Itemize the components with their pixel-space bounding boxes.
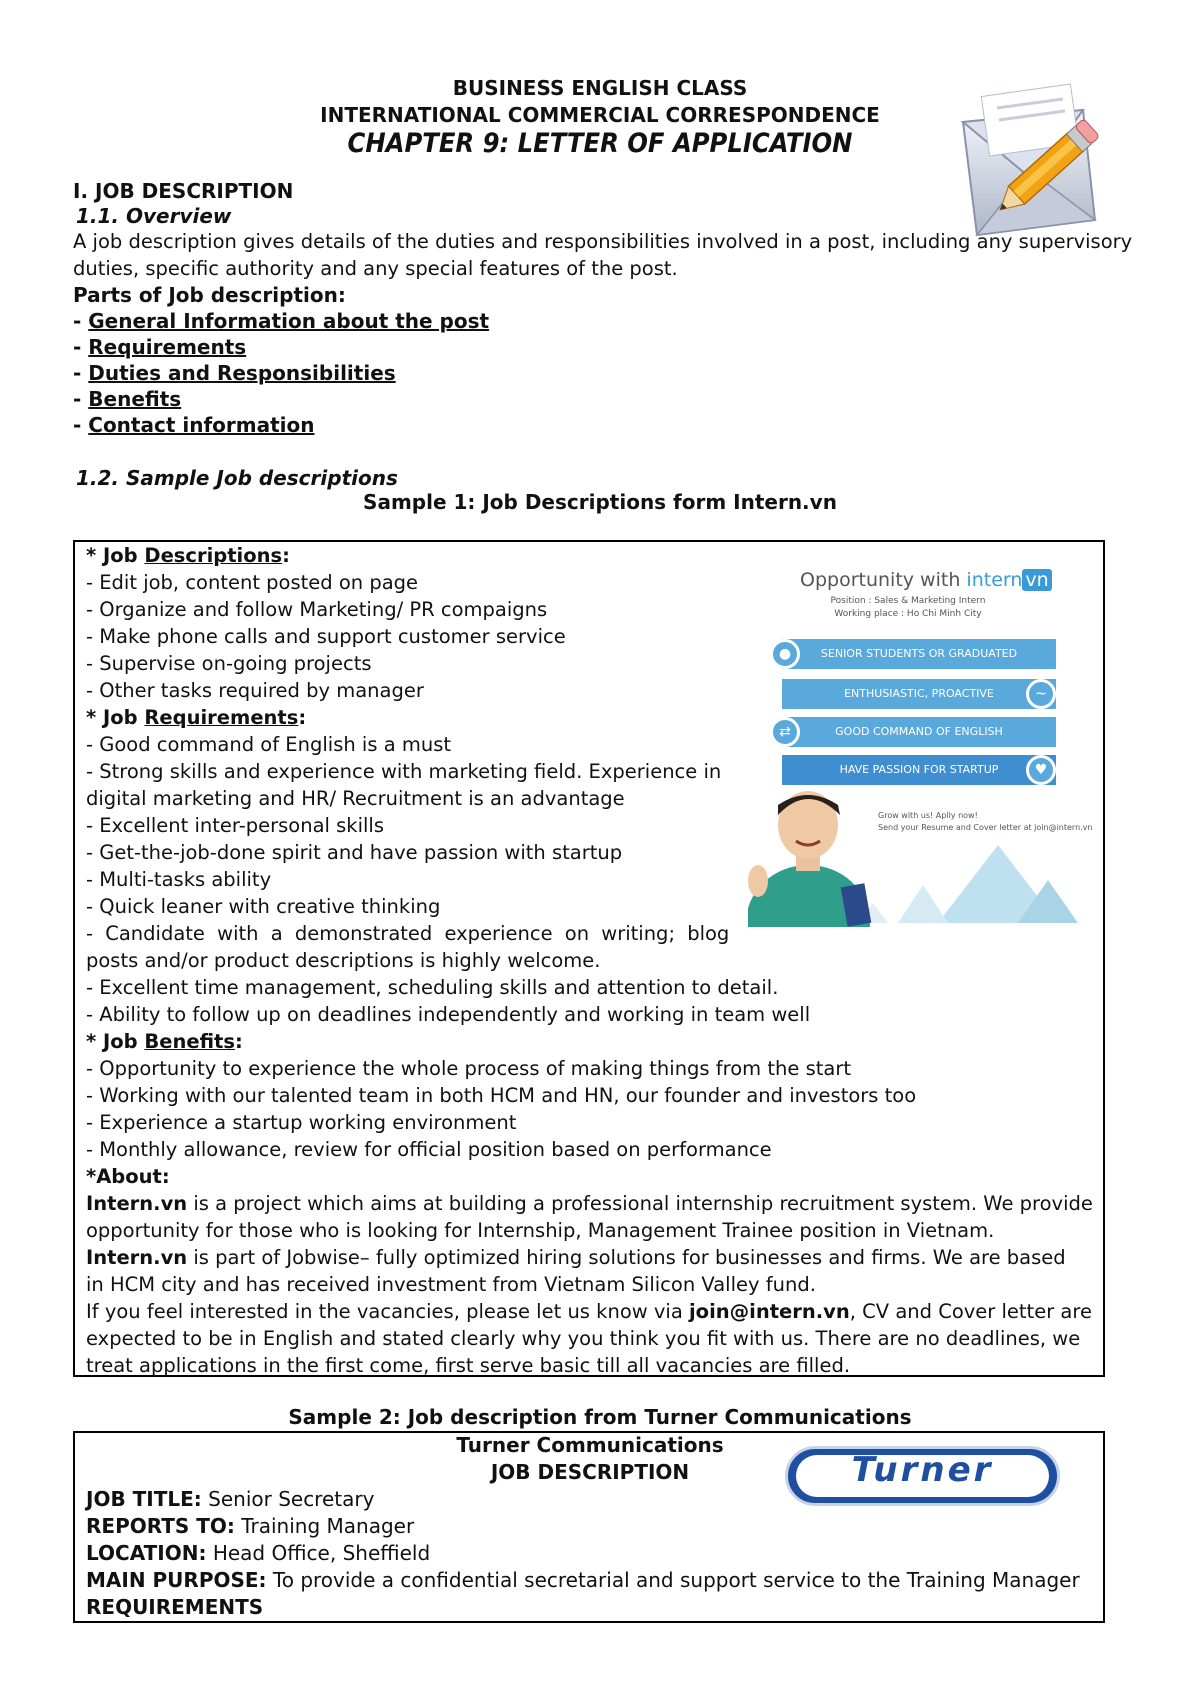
student-illustration (748, 785, 1098, 927)
envelope-pencil-icon (955, 70, 1105, 240)
field-row: REPORTS TO: Training Manager (86, 1514, 415, 1538)
sample1-caption: Sample 1: Job Descriptions form Intern.vn (363, 490, 837, 514)
descriptions-label: * Job Descriptions: (86, 544, 290, 567)
list-item: - Organize and follow Marketing/ PR compaigns (86, 598, 548, 621)
about-text: treat applications in the first come, first serve basic till all vacancies are filled. (86, 1354, 851, 1377)
about-text: expected to be in English and stated clearly why you think you fit with us. There are no deadlines, we (86, 1327, 1081, 1350)
part-list-item: - Contact information (73, 413, 315, 437)
list-item: - Working with our talented team in both HCM and HN, our founder and investors too (86, 1084, 917, 1107)
list-item: digital marketing and HR/ Recruitment is an advantage (86, 787, 625, 810)
part-list-item: - General Information about the post (73, 309, 490, 333)
list-item: - Good command of English is a must (86, 733, 451, 756)
parts-heading: Parts of Job description: (73, 283, 346, 307)
course-subtitle: INTERNATIONAL COMMERCIAL CORRESPONDENCE (320, 103, 880, 127)
company-name: Turner Communications (456, 1433, 724, 1457)
overview-heading: 1.1. Overview (76, 204, 232, 228)
ad-title: Opportunity with intern vn (800, 569, 1052, 591)
part-list-item: - Requirements (73, 335, 247, 359)
part-list-item: - Benefits (73, 387, 182, 411)
ad-subtitle: Position : Sales & Marketing Intern Working place : Ho Chi Minh City (830, 596, 986, 619)
field-row: MAIN PURPOSE: To provide a confidential secretarial and support service to the Training Manager (86, 1568, 1080, 1592)
list-item: posts and/or product descriptions is highly welcome. (86, 949, 601, 972)
part-link: General Information about the post (88, 309, 490, 333)
chapter-title: CHAPTER 9: LETTER OF APPLICATION (347, 128, 853, 159)
pulse-icon: ~ (1026, 679, 1056, 709)
about-label: *About: (86, 1165, 170, 1188)
requirements-heading: REQUIREMENTS (86, 1595, 264, 1619)
requirements-label: * Job Requirements: (86, 706, 307, 729)
list-item: - Get-the-job-done spirit and have passion with startup (86, 841, 623, 864)
list-item: - Excellent inter-personal skills (86, 814, 385, 837)
list-item: - Other tasks required by manager (86, 679, 424, 702)
part-link: Requirements (88, 335, 247, 359)
list-item: - Excellent time management, scheduling skills and attention to detail. (86, 976, 779, 999)
field-row: LOCATION: Head Office, Sheffield (86, 1541, 431, 1565)
turner-logo: Turner (785, 1446, 1060, 1506)
list-item: - Make phone calls and support customer service (86, 625, 566, 648)
ad-pill: GOOD COMMAND OF ENGLISH (782, 717, 1056, 747)
list-item: - Monthly allowance, review for official position based on performance (86, 1138, 772, 1161)
part-link: Contact information (88, 413, 315, 437)
overview-text: A job description gives details of the duties and responsibilities involved in a post, including any supervisory (73, 230, 1133, 253)
person-icon: ● (770, 639, 800, 669)
about-text: If you feel interested in the vacancies, please let us know via join@intern.vn, CV and Cover letter are (86, 1300, 1092, 1323)
list-item: - Candidate with a demonstrated experience on writing; blog (86, 922, 730, 945)
about-text: Intern.vn is part of Jobwise– fully optimized hiring solutions for businesses and firms. We are based (86, 1246, 1066, 1269)
ad-cta: Grow with us! Aplly now! Send your Resume and Cover letter at join@intern.vn (878, 811, 1093, 832)
ad-pill: ENTHUSIASTIC, PROACTIVE (782, 679, 1056, 709)
list-item: - Ability to follow up on deadlines independently and working in team well (86, 1003, 811, 1026)
list-item: - Edit job, content posted on page (86, 571, 419, 594)
list-item: - Strong skills and experience with marketing field. Experience in (86, 760, 722, 783)
ad-pill: HAVE PASSION FOR STARTUP (782, 755, 1056, 785)
heart-icon: ♥ (1026, 755, 1056, 785)
sample2-caption: Sample 2: Job description from Turner Communications (288, 1405, 912, 1429)
section-heading: I. JOB DESCRIPTION (73, 179, 294, 203)
overview-text: duties, specific authority and any special features of the post. (73, 257, 678, 280)
samples-heading: 1.2. Sample Job descriptions (76, 466, 398, 490)
list-item: - Experience a startup working environment (86, 1111, 517, 1134)
exchange-icon: ⇄ (770, 717, 800, 747)
part-link: Benefits (88, 387, 182, 411)
course-title: BUSINESS ENGLISH CLASS (452, 76, 748, 100)
about-text: in HCM city and has received investment from Vietnam Silicon Valley fund. (86, 1273, 816, 1296)
contact-email[interactable]: join@intern.vn (689, 1300, 850, 1323)
list-item: - Quick leaner with creative thinking (86, 895, 441, 918)
list-item: - Multi-tasks ability (86, 868, 272, 891)
about-text: Intern.vn is a project which aims at building a professional internship recruitment system. We provide (86, 1192, 1093, 1215)
list-item: - Supervise on-going projects (86, 652, 372, 675)
ad-pill: SENIOR STUDENTS OR GRADUATED (782, 639, 1056, 669)
job-description-title: JOB DESCRIPTION (490, 1460, 690, 1484)
benefits-label: * Job Benefits: (86, 1030, 243, 1053)
field-row: JOB TITLE: Senior Secretary (86, 1487, 375, 1511)
part-list-item: - Duties and Responsibilities (73, 361, 396, 385)
about-text: opportunity for those who is looking for Internship, Management Trainee position in Vietnam. (86, 1219, 995, 1242)
part-link: Duties and Responsibilities (88, 361, 396, 385)
intern-vn-ad (748, 555, 1098, 927)
list-item: - Opportunity to experience the whole process of making things from the start (86, 1057, 851, 1080)
